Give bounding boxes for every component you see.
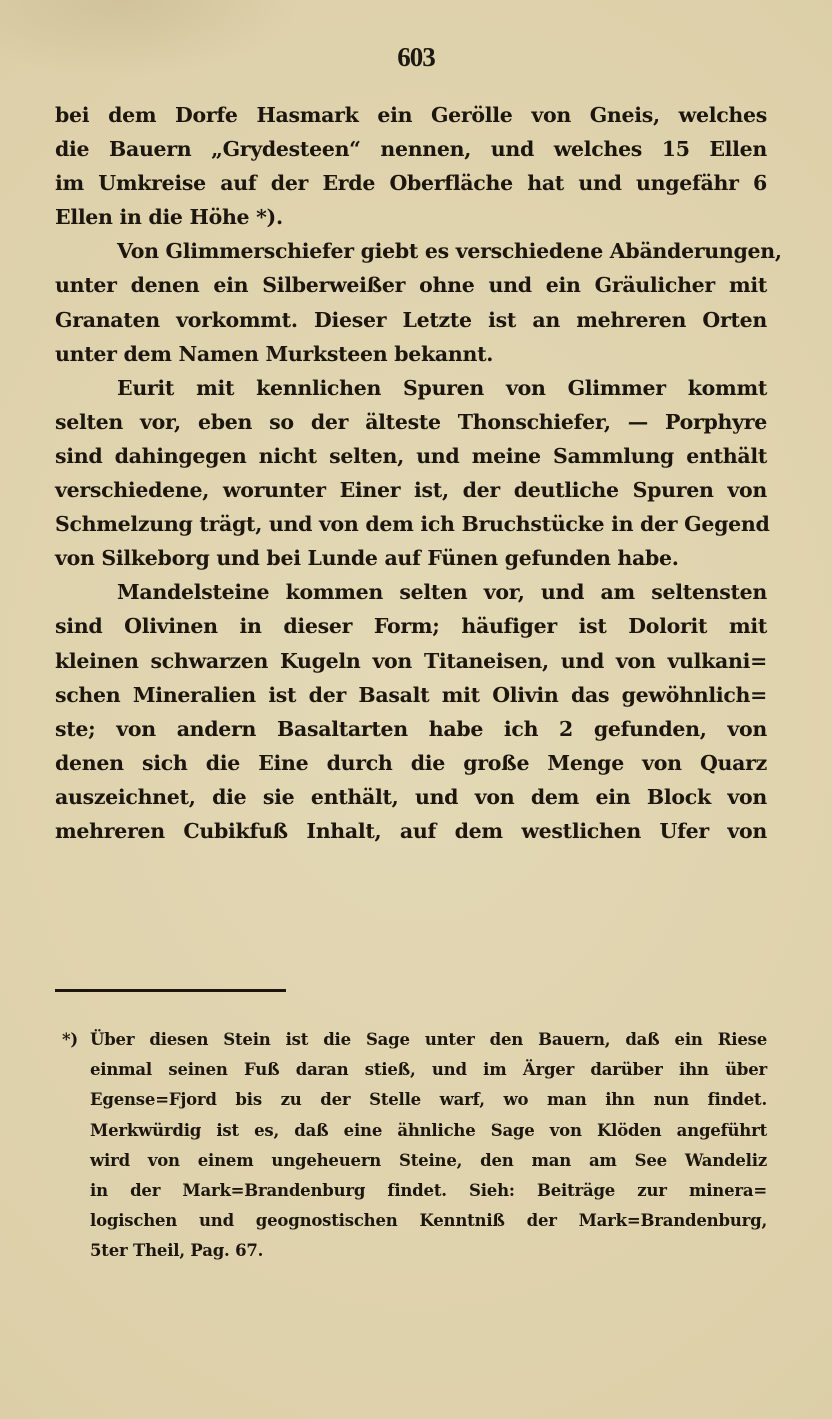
text-line: mehreren Cubikfuß Inhalt, auf dem westlichen Ufer von	[55, 818, 767, 843]
page-number: 603	[397, 42, 435, 72]
text-line: unter denen ein Silberweißer ohne und ein Gräulicher mit	[55, 273, 767, 298]
text-line: ste; von andern Basaltarten habe ich 2 gefunden, von	[55, 716, 767, 741]
text-line: Schmelzung trägt, und von dem ich Bruchstücke in der Gegend	[55, 512, 770, 537]
text-line: die Bauern „Grydesteen“ nennen, und welches 15 Ellen	[55, 137, 767, 162]
footnote-line: in der Mark=Brandenburg findet. Sieh: Beiträge zur minera=	[90, 1180, 767, 1200]
footnote	[62, 1025, 767, 1267]
text-line: verschiedene, worunter Einer ist, der deutliche Spuren von	[55, 478, 767, 503]
footnote-line: 5ter Theil, Pag. 67.	[90, 1241, 264, 1261]
text-line: Von Glimmerschiefer giebt es verschiedene Abänderungen,	[117, 239, 782, 264]
footnote-text: Über diesen Stein ist die Sage unter den Bauern, daß ein Riese	[90, 1030, 767, 1049]
text-line: denen sich die Eine durch die große Menge von Quarz	[55, 750, 767, 775]
text-line: von Silkeborg und bei Lunde auf Fünen gefunden habe.	[55, 546, 679, 571]
text-line: kleinen schwarzen Kugeln von Titaneisen, und von vulkani=	[55, 648, 767, 673]
text-line: auszeichnet, die sie enthält, und von dem ein Block von	[55, 784, 767, 809]
footnote-line: wird von einem ungeheuern Steine, den man am See Wandeliz	[90, 1150, 767, 1170]
footnote-line: Egense=Fjord bis zu der Stelle warf, wo man ihn nun findet.	[90, 1090, 767, 1110]
footnote-divider	[55, 989, 286, 992]
text-line: Ellen in die Höhe *).	[55, 205, 283, 230]
footnote-line: einmal seinen Fuß daran stieß, und im Ärger darüber ihn über	[90, 1060, 767, 1080]
body-text	[55, 98, 782, 848]
text-line: im Umkreise auf der Erde Oberfläche hat und ungefähr 6	[55, 171, 767, 196]
text-line: sind dahingegen nicht selten, und meine Sammlung enthält	[55, 443, 767, 468]
text-line: Granaten vorkommt. Dieser Letzte ist an mehreren Orten	[55, 307, 767, 332]
footnote-line: logischen und geognostischen Kenntniß der Mark=Brandenburg,	[90, 1211, 767, 1231]
text-line: sind Olivinen in dieser Form; häufiger ist Dolorit mit	[55, 614, 767, 639]
text-line: Mandelsteine kommen selten vor, und am seltensten	[117, 580, 767, 605]
text-line: Eurit mit kennlichen Spuren von Glimmer kommt	[117, 375, 767, 400]
footnote-marker: *)	[62, 1030, 79, 1049]
footnote-line: Merkwürdig ist es, daß eine ähnliche Sage von Klöden angeführt	[90, 1120, 767, 1140]
text-line: schen Mineralien ist der Basalt mit Olivin das gewöhnlich=	[55, 682, 767, 707]
text-line: selten vor, eben so der älteste Thonschiefer, — Porphyre	[55, 409, 767, 434]
text-line: unter dem Namen Murksteen bekannt.	[55, 341, 494, 366]
text-line: bei dem Dorfe Hasmark ein Gerölle von Gneis, welches	[55, 103, 767, 127]
footnote-line	[62, 1025, 767, 1055]
